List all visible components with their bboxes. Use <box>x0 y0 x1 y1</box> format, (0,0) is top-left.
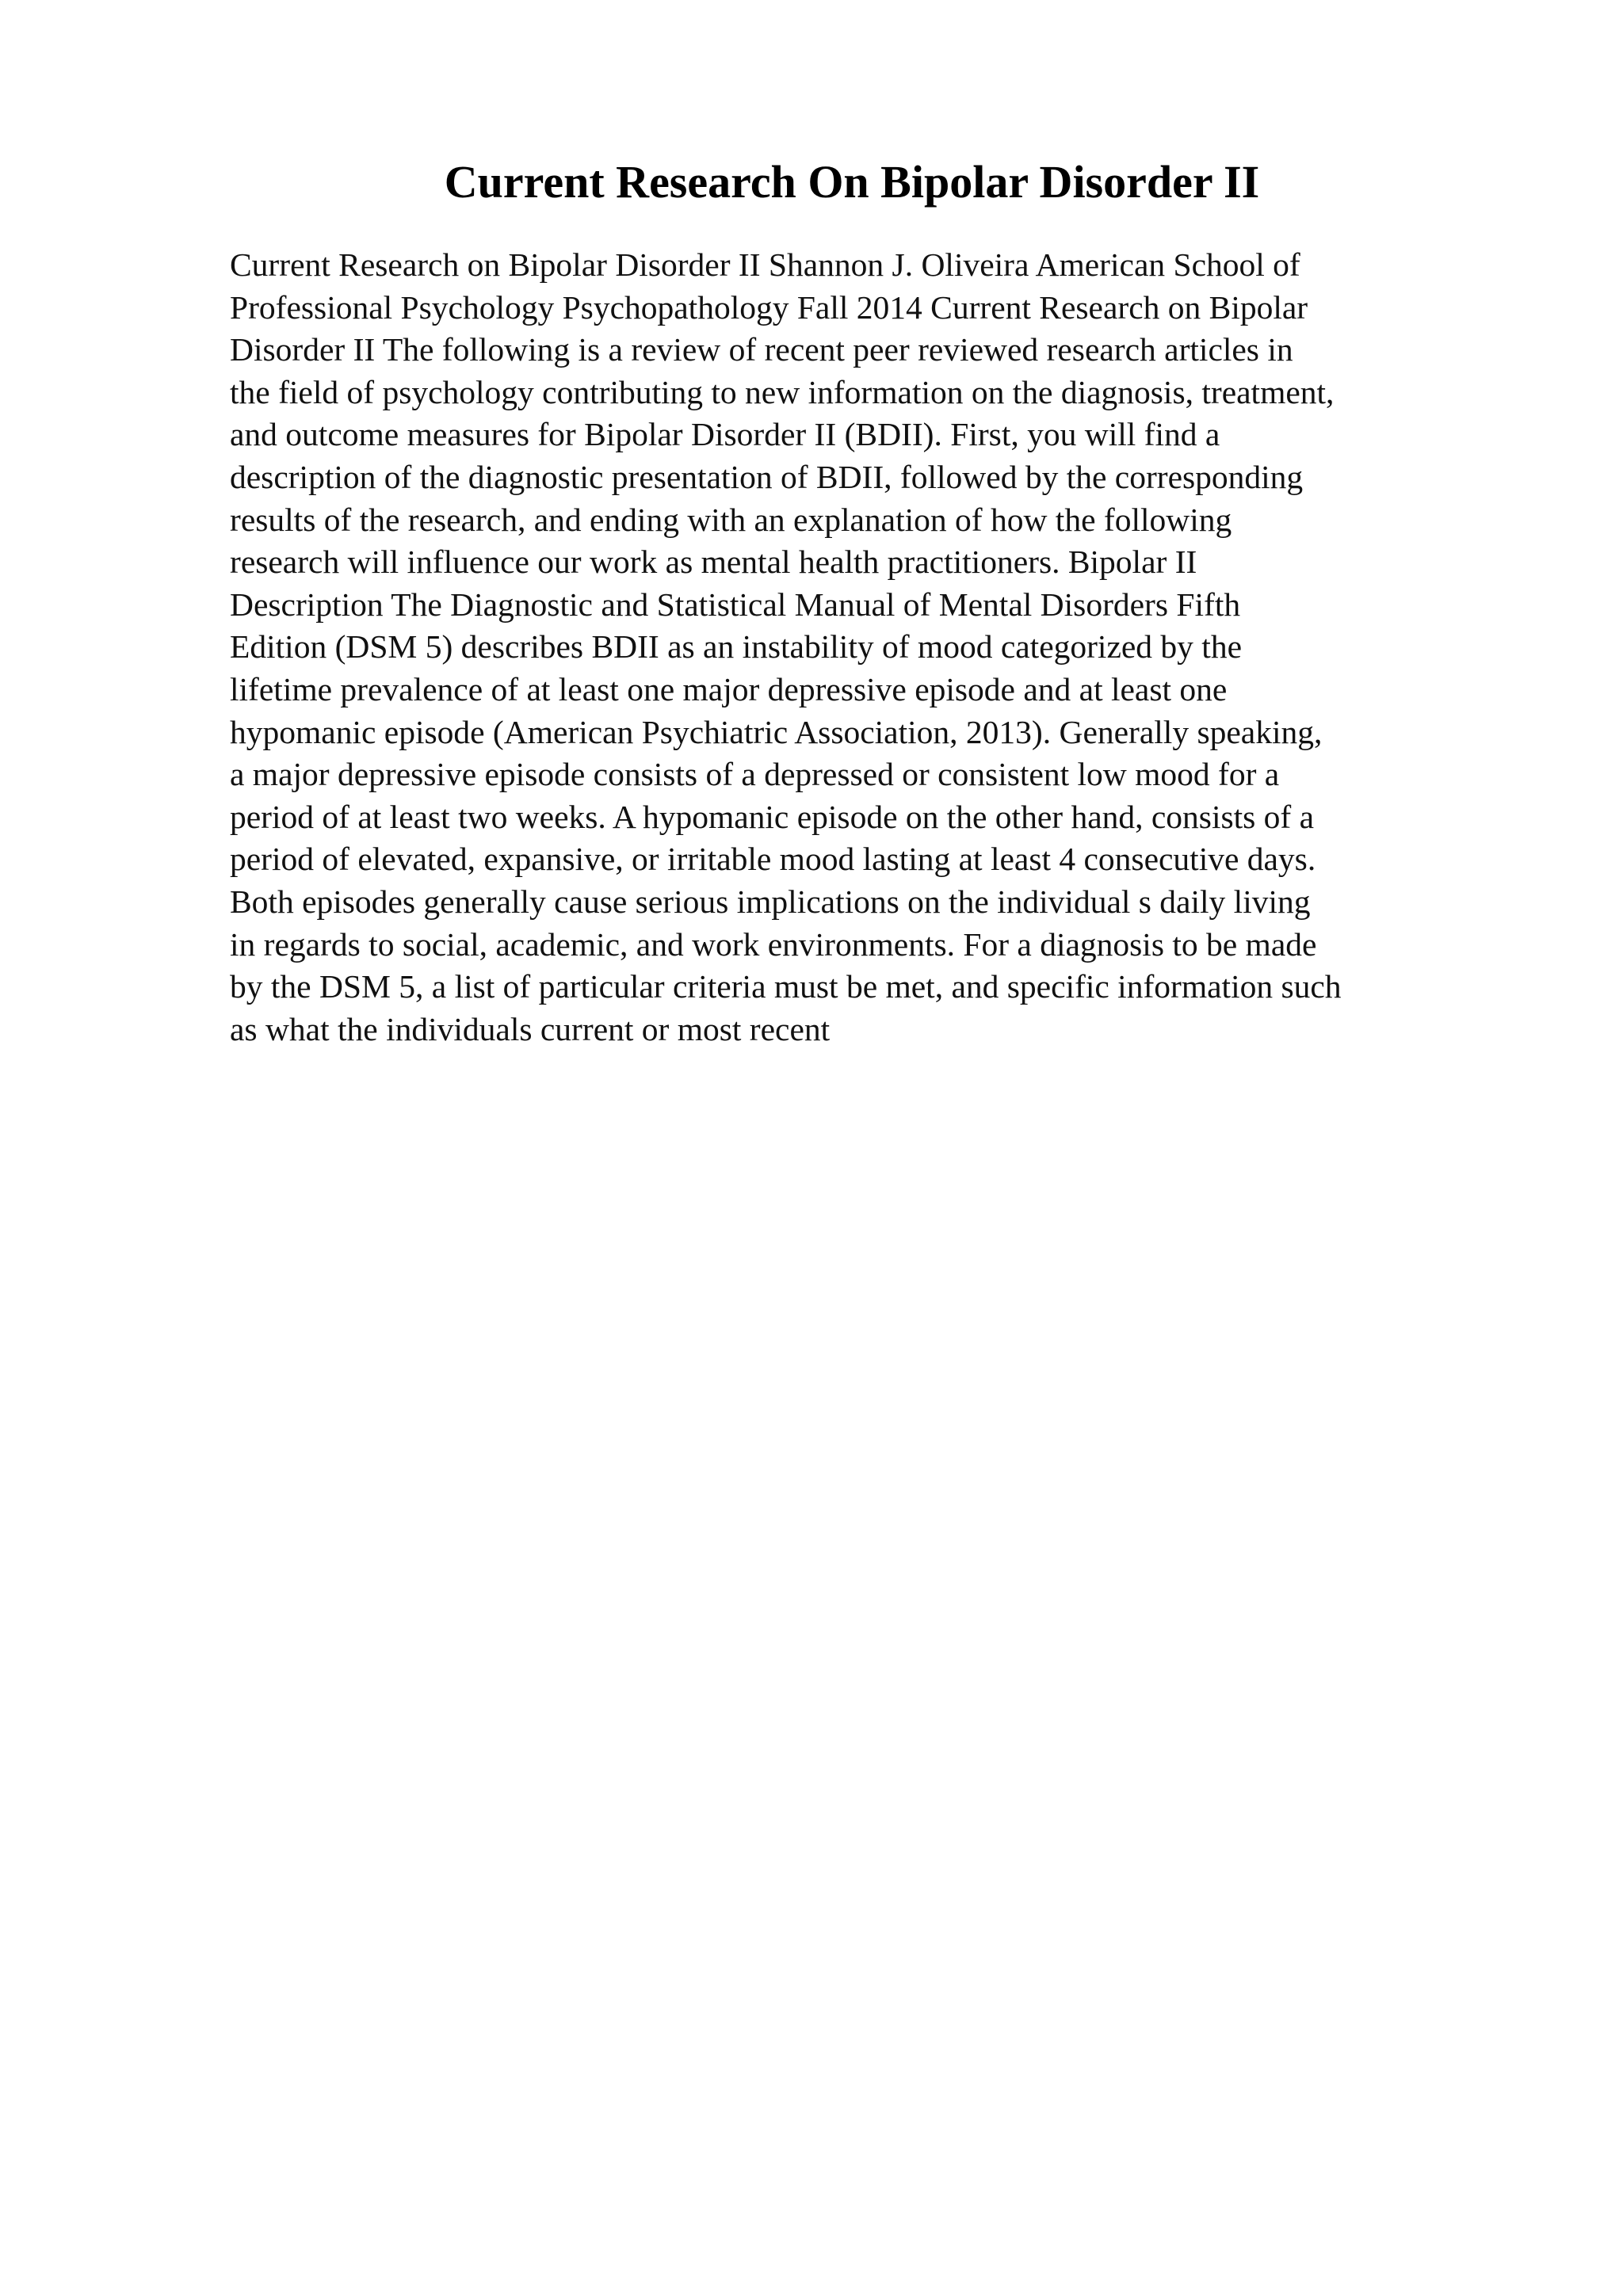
body-line: lifetime prevalence of at least one major depressive episode and at least one <box>230 670 1228 707</box>
body-line: the field of psychology contributing to new information on the diagnosis, treatment, <box>230 373 1335 410</box>
page-title: Current Research On Bipolar Disorder II <box>444 156 1260 208</box>
body-line: period of at least two weeks. A hypomanic episode on the other hand, consists of a <box>230 798 1315 835</box>
body-line: Disorder II The following is a review of recent peer reviewed research articles in <box>230 331 1293 368</box>
body-line: Description The Diagnostic and Statistical Manual of Mental Disorders Fifth <box>230 585 1241 623</box>
body-line: in regards to social, academic, and work environments. For a diagnosis to be made <box>230 925 1317 963</box>
body-line: Edition (DSM 5) describes BDII as an instability of mood categorized by the <box>230 628 1242 666</box>
body-line: description of the diagnostic presentation of BDII, followed by the corresponding <box>230 458 1304 495</box>
body-line: hypomanic episode (American Psychiatric Association, 2013). Generally speaking, <box>230 713 1323 750</box>
body-line: period of elevated, expansive, or irritable mood lasting at least 4 consecutive days. <box>230 841 1316 878</box>
body-line: Professional Psychology Psychopathology Fall 2014 Current Research on Bipolar <box>230 288 1308 326</box>
body-line: by the DSM 5, a list of particular criteria must be met, and specific information such <box>230 968 1342 1005</box>
body-line: Current Research on Bipolar Disorder II Shannon J. Oliveira American School of <box>230 246 1300 283</box>
body-line: research will influence our work as mental health practitioners. Bipolar II <box>230 543 1197 581</box>
body-line: as what the individuals current or most recent <box>230 1010 831 1047</box>
body-line: Both episodes generally cause serious implications on the individual s daily living <box>230 883 1311 920</box>
body-text <box>230 244 1490 1051</box>
body-line: results of the research, and ending with an explanation of how the following <box>230 501 1232 538</box>
body-line: and outcome measures for Bipolar Disorder II (BDII). First, you will find a <box>230 416 1220 453</box>
body-line: a major depressive episode consists of a depressed or consistent low mood for a <box>230 756 1280 793</box>
